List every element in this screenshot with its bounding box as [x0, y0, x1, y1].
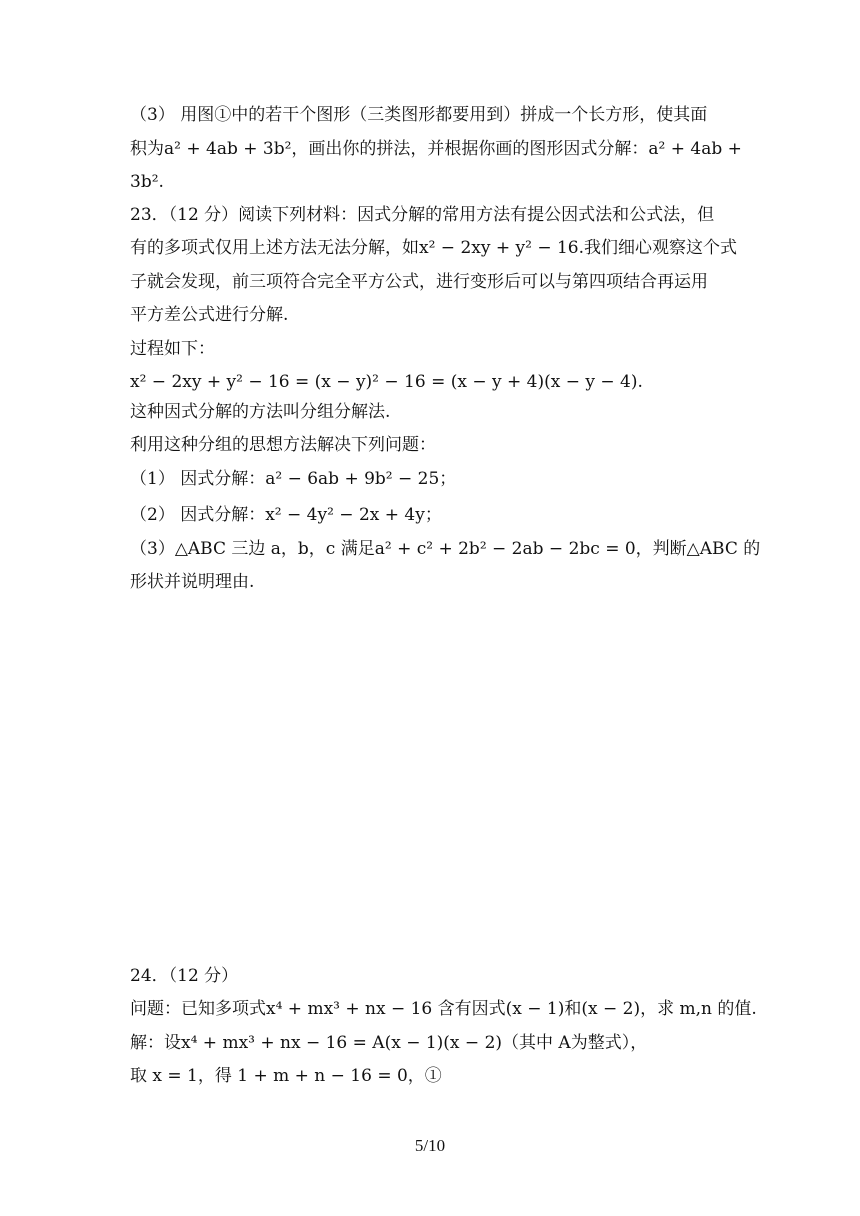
q24-step1: 取 x = 1，得 1 + m + n − 16 = 0，① — [130, 1066, 442, 1086]
q23-sub3-line2: 形状并说明理由. — [130, 572, 255, 592]
q23-instruction: 利用这种分组的思想方法解决下列问题： — [130, 435, 436, 455]
q23-line1: 23．（12 分）阅读下列材料：因式分解的常用方法有提公因式法和公式法，但 — [130, 205, 715, 225]
q23-sub3-line1: （3）△ABC 三边 a，b，c 满足a² + c² + 2b² − 2ab − 2bc = 0，判断△ABC 的 — [130, 539, 761, 559]
q24-header: 24．（12 分） — [130, 966, 239, 986]
q24-solution: 解：设x⁴ + mx³ + nx − 16 = A(x − 1)(x − 2)（其中 A为整式）， — [130, 1033, 648, 1053]
q23-method-name: 这种因式分解的方法叫分组分解法. — [130, 402, 391, 422]
q23-process-equation: x² − 2xy + y² − 16 = (x − y)² − 16 = (x − y + 4)(x − y − 4). — [130, 372, 643, 392]
q22-part3-line2: 积为a² + 4ab + 3b²，画出你的拼法，并根据你画的图形因式分解：a² + 4ab + — [130, 139, 742, 159]
q22-part3-line3: 3b². — [130, 172, 164, 192]
q23-sub1: （1） 因式分解：a² − 6ab + 9b² − 25； — [130, 469, 457, 489]
q24-problem: 问题：已知多项式x⁴ + mx³ + nx − 16 含有因式(x − 1)和(x − 2)，求 m,n 的值. — [130, 999, 757, 1019]
q23-line3: 子就会发现，前三项符合完全平方公式，进行变形后可以与第四项结合再运用 — [130, 272, 708, 292]
q23-line2: 有的多项式仅用上述方法无法分解，如x² − 2xy + y² − 16.我们细心观察这个式 — [130, 238, 738, 258]
q22-part3-line1: （3） 用图①中的若干个图形（三类图形都要用到）拼成一个长方形，使其面 — [130, 105, 708, 125]
page-number: 5/10 — [414, 1136, 446, 1155]
q23-line4: 平方差公式进行分解. — [130, 305, 289, 325]
q23-process-label: 过程如下： — [130, 339, 215, 359]
q23-sub2: （2） 因式分解：x² − 4y² − 2x + 4y； — [130, 505, 442, 525]
